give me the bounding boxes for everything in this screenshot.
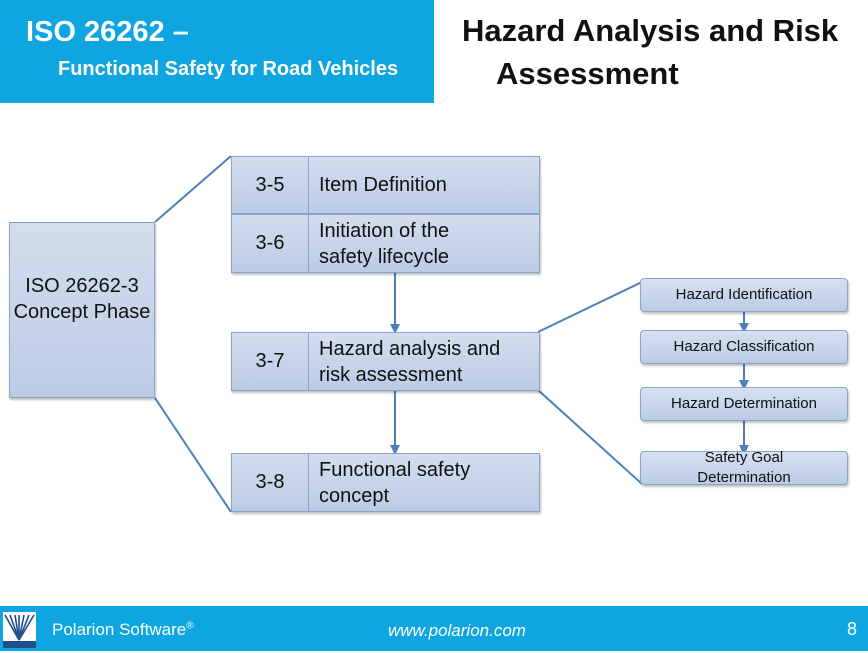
step-number: 3-6 [232,215,309,272]
substep-safety-goal-determination: Safety Goal Determination [640,451,848,485]
step-label: Initiation of the safety lifecycle [319,219,450,268]
substep-hazard-identification: Hazard Identification [640,278,848,312]
step-box-3-8 [231,453,540,512]
substep-hazard-classification: Hazard Classification [640,330,848,364]
concept-phase-box [9,222,155,398]
company-name: Polarion Software® [52,620,194,639]
connector-37-to-safety-goal [538,390,642,484]
connector-37-to-hazard-id [538,282,642,332]
footer-bar [0,606,868,651]
website-link[interactable]: www.polarion.com [388,621,526,640]
step-box-3-5 [231,156,540,214]
step-label: Hazard analysis and risk assessment [319,337,501,386]
connector-concept-to-38 [155,398,231,512]
step-number: 3-5 [232,157,309,213]
slide-title-line1: Hazard Analysis and Risk [462,13,839,48]
step-box-3-7 [231,332,540,391]
step-label: Functional safety concept [319,458,471,507]
step-box-3-6 [231,214,540,273]
polarion-logo-icon [3,612,36,648]
step-number: 3-8 [232,454,309,511]
page-number: 8 [847,619,858,639]
step-label: Item Definition [319,174,447,196]
banner-subtitle: Functional Safety for Road Vehicles [58,58,399,80]
concept-phase-label: ISO 26262-3 Concept Phase [13,275,151,323]
connector-concept-to-35 [155,156,231,222]
banner-title: ISO 26262 – [26,16,189,48]
substep-hazard-determination: Hazard Determination [640,387,848,421]
step-number: 3-7 [232,333,309,390]
slide-title-line2: Assessment [496,56,679,91]
